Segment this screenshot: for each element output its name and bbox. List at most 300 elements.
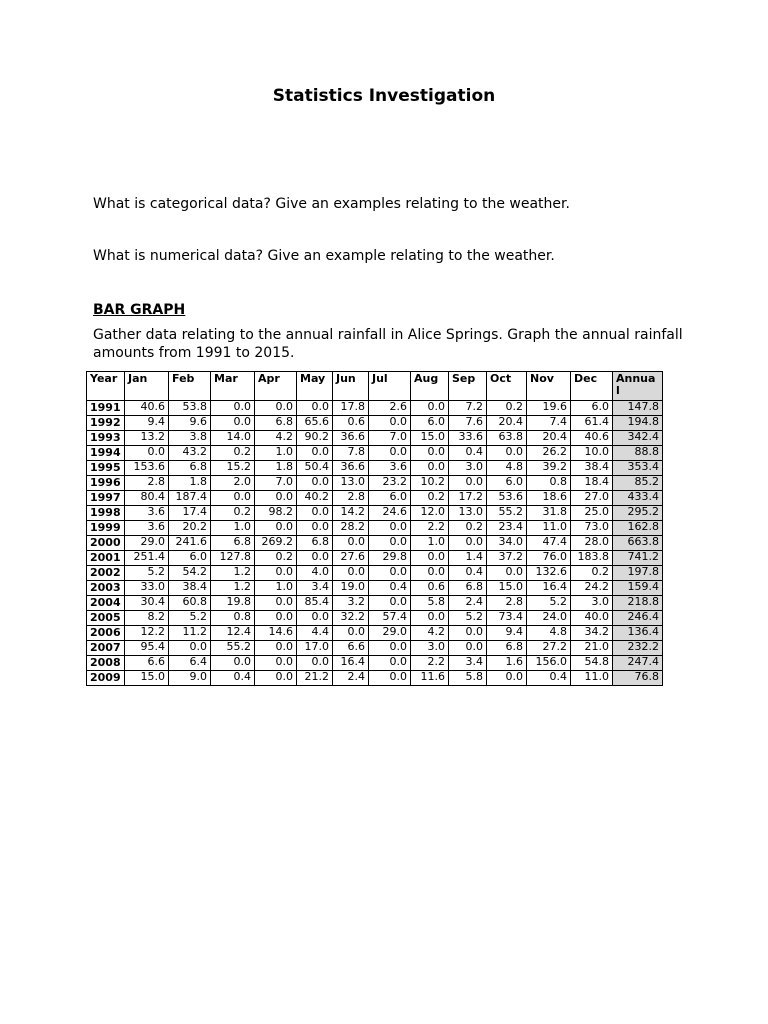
rainfall-cell: 7.0: [369, 431, 411, 446]
year-cell: 1999: [87, 521, 125, 536]
rainfall-cell: 0.0: [211, 401, 255, 416]
year-cell: 2007: [87, 641, 125, 656]
annual-cell: 159.4: [613, 581, 663, 596]
rainfall-cell: 3.6: [125, 506, 169, 521]
rainfall-cell: 0.0: [255, 401, 297, 416]
year-cell: 1995: [87, 461, 125, 476]
rainfall-cell: 187.4: [169, 491, 211, 506]
rainfall-cell: 0.4: [369, 581, 411, 596]
annual-cell: 741.2: [613, 551, 663, 566]
annual-cell: 663.8: [613, 536, 663, 551]
annual-cell: 88.8: [613, 446, 663, 461]
rainfall-cell: 5.2: [449, 611, 487, 626]
rainfall-cell: 0.0: [369, 656, 411, 671]
rainfall-cell: 6.6: [125, 656, 169, 671]
rainfall-cell: 55.2: [211, 641, 255, 656]
rainfall-cell: 0.0: [369, 596, 411, 611]
rainfall-cell: 57.4: [369, 611, 411, 626]
rainfall-cell: 14.0: [211, 431, 255, 446]
rainfall-cell: 183.8: [571, 551, 613, 566]
rainfall-cell: 6.0: [169, 551, 211, 566]
rainfall-cell: 28.0: [571, 536, 613, 551]
column-header-annual: Annual: [613, 372, 663, 401]
table-row: [87, 461, 663, 476]
rainfall-cell: 0.2: [255, 551, 297, 566]
year-cell: 2009: [87, 671, 125, 686]
annual-cell: 295.2: [613, 506, 663, 521]
year-cell: 1992: [87, 416, 125, 431]
rainfall-cell: 0.0: [255, 521, 297, 536]
rainfall-cell: 3.0: [449, 461, 487, 476]
rainfall-cell: 40.0: [571, 611, 613, 626]
rainfall-cell: 36.6: [333, 461, 369, 476]
question-numerical: What is numerical data? Give an example relating to the weather.: [93, 248, 555, 264]
rainfall-cell: 17.0: [297, 641, 333, 656]
rainfall-cell: 7.8: [333, 446, 369, 461]
rainfall-cell: 6.0: [487, 476, 527, 491]
rainfall-cell: 61.4: [571, 416, 613, 431]
rainfall-cell: 127.8: [211, 551, 255, 566]
rainfall-cell: 0.6: [411, 581, 449, 596]
rainfall-cell: 7.0: [255, 476, 297, 491]
rainfall-cell: 37.2: [487, 551, 527, 566]
rainfall-cell: 0.0: [487, 671, 527, 686]
rainfall-cell: 73.0: [571, 521, 613, 536]
annual-cell: 218.8: [613, 596, 663, 611]
year-cell: 1996: [87, 476, 125, 491]
table-row: [87, 671, 663, 686]
rainfall-cell: 0.2: [487, 401, 527, 416]
rainfall-cell: 32.2: [333, 611, 369, 626]
rainfall-cell: 2.4: [333, 671, 369, 686]
column-header-jun: Jun: [333, 372, 369, 401]
year-cell: 1998: [87, 506, 125, 521]
rainfall-cell: 0.6: [333, 416, 369, 431]
rainfall-cell: 0.0: [411, 611, 449, 626]
rainfall-cell: 0.0: [411, 461, 449, 476]
year-cell: 2002: [87, 566, 125, 581]
rainfall-cell: 0.2: [449, 521, 487, 536]
rainfall-cell: 30.4: [125, 596, 169, 611]
rainfall-cell: 19.0: [333, 581, 369, 596]
rainfall-cell: 6.8: [487, 641, 527, 656]
rainfall-cell: 24.0: [527, 611, 571, 626]
rainfall-cell: 1.8: [169, 476, 211, 491]
rainfall-cell: 23.2: [369, 476, 411, 491]
rainfall-cell: 0.0: [449, 476, 487, 491]
rainfall-cell: 153.6: [125, 461, 169, 476]
year-cell: 2006: [87, 626, 125, 641]
table-row: [87, 476, 663, 491]
rainfall-cell: 0.0: [255, 656, 297, 671]
section-heading: BAR GRAPH: [93, 302, 186, 318]
rainfall-cell: 15.0: [125, 671, 169, 686]
column-header-nov: Nov: [527, 372, 571, 401]
rainfall-cell: 21.2: [297, 671, 333, 686]
rainfall-cell: 17.8: [333, 401, 369, 416]
rainfall-cell: 23.4: [487, 521, 527, 536]
rainfall-cell: 34.2: [571, 626, 613, 641]
rainfall-cell: 2.4: [449, 596, 487, 611]
rainfall-cell: 1.2: [211, 566, 255, 581]
rainfall-cell: 156.0: [527, 656, 571, 671]
rainfall-cell: 0.2: [571, 566, 613, 581]
rainfall-cell: 5.2: [527, 596, 571, 611]
year-cell: 1991: [87, 401, 125, 416]
rainfall-cell: 3.4: [297, 581, 333, 596]
rainfall-cell: 0.0: [211, 416, 255, 431]
rainfall-cell: 40.6: [125, 401, 169, 416]
column-header-jul: Jul: [369, 372, 411, 401]
rainfall-cell: 9.4: [125, 416, 169, 431]
rainfall-cell: 26.2: [527, 446, 571, 461]
rainfall-cell: 1.0: [255, 581, 297, 596]
rainfall-cell: 1.2: [211, 581, 255, 596]
rainfall-cell: 40.6: [571, 431, 613, 446]
rainfall-cell: 0.0: [297, 656, 333, 671]
rainfall-cell: 16.4: [527, 581, 571, 596]
rainfall-cell: 0.2: [211, 446, 255, 461]
rainfall-cell: 27.2: [527, 641, 571, 656]
rainfall-cell: 6.0: [571, 401, 613, 416]
rainfall-cell: 4.0: [297, 566, 333, 581]
rainfall-cell: 0.0: [297, 521, 333, 536]
table-row: [87, 596, 663, 611]
rainfall-cell: 3.8: [169, 431, 211, 446]
rainfall-cell: 1.6: [487, 656, 527, 671]
rainfall-cell: 85.4: [297, 596, 333, 611]
rainfall-cell: 9.0: [169, 671, 211, 686]
year-cell: 2003: [87, 581, 125, 596]
rainfall-cell: 0.0: [449, 626, 487, 641]
rainfall-cell: 4.8: [487, 461, 527, 476]
rainfall-cell: 20.2: [169, 521, 211, 536]
rainfall-cell: 18.4: [571, 476, 613, 491]
rainfall-cell: 8.2: [125, 611, 169, 626]
rainfall-cell: 0.0: [297, 476, 333, 491]
rainfall-cell: 13.2: [125, 431, 169, 446]
rainfall-cell: 10.2: [411, 476, 449, 491]
column-header-jan: Jan: [125, 372, 169, 401]
rainfall-cell: 3.6: [369, 461, 411, 476]
rainfall-cell: 6.8: [449, 581, 487, 596]
rainfall-cell: 60.8: [169, 596, 211, 611]
annual-cell: 342.4: [613, 431, 663, 446]
rainfall-cell: 4.8: [527, 626, 571, 641]
rainfall-cell: 11.2: [169, 626, 211, 641]
annual-cell: 76.8: [613, 671, 663, 686]
rainfall-cell: 53.8: [169, 401, 211, 416]
rainfall-cell: 25.0: [571, 506, 613, 521]
rainfall-cell: 0.0: [297, 611, 333, 626]
rainfall-cell: 34.0: [487, 536, 527, 551]
rainfall-cell: 0.8: [211, 611, 255, 626]
rainfall-cell: 3.2: [333, 596, 369, 611]
annual-cell: 197.8: [613, 566, 663, 581]
rainfall-cell: 0.0: [369, 671, 411, 686]
rainfall-cell: 0.0: [411, 401, 449, 416]
annual-cell: 433.4: [613, 491, 663, 506]
rainfall-cell: 0.0: [255, 641, 297, 656]
annual-cell: 85.2: [613, 476, 663, 491]
rainfall-cell: 241.6: [169, 536, 211, 551]
rainfall-cell: 6.8: [169, 461, 211, 476]
rainfall-cell: 28.2: [333, 521, 369, 536]
question-categorical: What is categorical data? Give an examples relating to the weather.: [93, 196, 570, 212]
rainfall-cell: 2.8: [125, 476, 169, 491]
rainfall-cell: 24.6: [369, 506, 411, 521]
rainfall-cell: 7.2: [449, 401, 487, 416]
rainfall-cell: 0.0: [369, 446, 411, 461]
annual-cell: 162.8: [613, 521, 663, 536]
rainfall-cell: 0.0: [169, 641, 211, 656]
rainfall-cell: 63.8: [487, 431, 527, 446]
year-cell: 2001: [87, 551, 125, 566]
rainfall-cell: 12.2: [125, 626, 169, 641]
rainfall-cell: 0.0: [297, 446, 333, 461]
rainfall-cell: 1.4: [449, 551, 487, 566]
column-header-year: Year: [87, 372, 125, 401]
rainfall-cell: 0.0: [333, 626, 369, 641]
rainfall-cell: 0.0: [369, 521, 411, 536]
rainfall-cell: 20.4: [527, 431, 571, 446]
table-row: [87, 491, 663, 506]
rainfall-cell: 27.6: [333, 551, 369, 566]
rainfall-cell: 4.4: [297, 626, 333, 641]
rainfall-cell: 21.0: [571, 641, 613, 656]
rainfall-cell: 27.0: [571, 491, 613, 506]
column-header-mar: Mar: [211, 372, 255, 401]
year-cell: 1993: [87, 431, 125, 446]
rainfall-cell: 33.6: [449, 431, 487, 446]
rainfall-cell: 12.4: [211, 626, 255, 641]
rainfall-cell: 13.0: [449, 506, 487, 521]
rainfall-cell: 43.2: [169, 446, 211, 461]
year-cell: 2008: [87, 656, 125, 671]
rainfall-cell: 2.0: [211, 476, 255, 491]
instructions-text: Gather data relating to the annual rainfall in Alice Springs. Graph the annual rainfall amounts from 1991 to 2015.: [93, 327, 683, 361]
rainfall-cell: 0.4: [527, 671, 571, 686]
rainfall-cell: 29.0: [125, 536, 169, 551]
table-row: [87, 521, 663, 536]
rainfall-cell: 11.0: [571, 671, 613, 686]
rainfall-cell: 0.0: [333, 536, 369, 551]
column-header-oct: Oct: [487, 372, 527, 401]
column-header-sep: Sep: [449, 372, 487, 401]
rainfall-cell: 0.0: [449, 536, 487, 551]
rainfall-cell: 11.0: [527, 521, 571, 536]
rainfall-cell: 0.8: [527, 476, 571, 491]
rainfall-cell: 20.4: [487, 416, 527, 431]
rainfall-cell: 251.4: [125, 551, 169, 566]
rainfall-cell: 11.6: [411, 671, 449, 686]
table-row: [87, 506, 663, 521]
rainfall-cell: 33.0: [125, 581, 169, 596]
rainfall-cell: 7.4: [527, 416, 571, 431]
rainfall-cell: 53.6: [487, 491, 527, 506]
rainfall-cell: 0.2: [211, 506, 255, 521]
rainfall-table: [86, 371, 663, 686]
rainfall-cell: 5.8: [449, 671, 487, 686]
annual-cell: 194.8: [613, 416, 663, 431]
annual-cell: 147.8: [613, 401, 663, 416]
rainfall-cell: 1.0: [255, 446, 297, 461]
table-row: [87, 446, 663, 461]
rainfall-cell: 10.0: [571, 446, 613, 461]
rainfall-cell: 36.6: [333, 431, 369, 446]
rainfall-cell: 15.0: [411, 431, 449, 446]
rainfall-cell: 3.0: [571, 596, 613, 611]
column-header-dec: Dec: [571, 372, 613, 401]
column-header-may: May: [297, 372, 333, 401]
column-header-aug: Aug: [411, 372, 449, 401]
rainfall-cell: 76.0: [527, 551, 571, 566]
rainfall-cell: 0.0: [411, 566, 449, 581]
rainfall-cell: 6.0: [411, 416, 449, 431]
annual-cell: 232.2: [613, 641, 663, 656]
annual-cell: 247.4: [613, 656, 663, 671]
rainfall-cell: 14.2: [333, 506, 369, 521]
rainfall-cell: 0.0: [449, 641, 487, 656]
rainfall-cell: 0.0: [297, 551, 333, 566]
rainfall-cell: 0.0: [411, 551, 449, 566]
table-row: [87, 401, 663, 416]
year-cell: 2004: [87, 596, 125, 611]
rainfall-cell: 5.2: [125, 566, 169, 581]
rainfall-cell: 0.0: [297, 506, 333, 521]
rainfall-cell: 47.4: [527, 536, 571, 551]
rainfall-cell: 5.8: [411, 596, 449, 611]
rainfall-cell: 0.0: [211, 491, 255, 506]
rainfall-cell: 54.2: [169, 566, 211, 581]
rainfall-cell: 55.2: [487, 506, 527, 521]
rainfall-cell: 54.8: [571, 656, 613, 671]
table-row: [87, 656, 663, 671]
rainfall-cell: 14.6: [255, 626, 297, 641]
rainfall-cell: 132.6: [527, 566, 571, 581]
annual-cell: 353.4: [613, 461, 663, 476]
rainfall-cell: 15.2: [211, 461, 255, 476]
table-row: [87, 551, 663, 566]
rainfall-cell: 1.0: [411, 536, 449, 551]
rainfall-cell: 29.8: [369, 551, 411, 566]
rainfall-cell: 2.2: [411, 521, 449, 536]
year-cell: 1997: [87, 491, 125, 506]
rainfall-cell: 95.4: [125, 641, 169, 656]
table-row: [87, 566, 663, 581]
rainfall-cell: 38.4: [169, 581, 211, 596]
rainfall-cell: 0.0: [125, 446, 169, 461]
rainfall-cell: 0.2: [411, 491, 449, 506]
rainfall-cell: 6.0: [369, 491, 411, 506]
rainfall-cell: 16.4: [333, 656, 369, 671]
table-row: [87, 431, 663, 446]
table-row: [87, 536, 663, 551]
table-header-row: [87, 372, 663, 401]
annual-cell: 136.4: [613, 626, 663, 641]
table-row: [87, 416, 663, 431]
rainfall-cell: 0.4: [211, 671, 255, 686]
table-row: [87, 641, 663, 656]
table-row: [87, 611, 663, 626]
year-cell: 2005: [87, 611, 125, 626]
rainfall-cell: 6.6: [333, 641, 369, 656]
rainfall-cell: 90.2: [297, 431, 333, 446]
rainfall-cell: 19.8: [211, 596, 255, 611]
rainfall-cell: 2.8: [487, 596, 527, 611]
rainfall-cell: 31.8: [527, 506, 571, 521]
rainfall-cell: 9.6: [169, 416, 211, 431]
rainfall-cell: 2.2: [411, 656, 449, 671]
rainfall-cell: 0.0: [411, 446, 449, 461]
rainfall-cell: 17.2: [449, 491, 487, 506]
rainfall-cell: 0.0: [255, 596, 297, 611]
column-header-apr: Apr: [255, 372, 297, 401]
rainfall-cell: 0.0: [333, 566, 369, 581]
rainfall-cell: 7.6: [449, 416, 487, 431]
rainfall-cell: 6.8: [297, 536, 333, 551]
column-header-feb: Feb: [169, 372, 211, 401]
rainfall-cell: 38.4: [571, 461, 613, 476]
rainfall-cell: 9.4: [487, 626, 527, 641]
rainfall-cell: 6.8: [255, 416, 297, 431]
rainfall-cell: 6.4: [169, 656, 211, 671]
rainfall-cell: 65.6: [297, 416, 333, 431]
rainfall-cell: 24.2: [571, 581, 613, 596]
rainfall-cell: 4.2: [411, 626, 449, 641]
rainfall-cell: 0.0: [369, 416, 411, 431]
rainfall-cell: 80.4: [125, 491, 169, 506]
rainfall-cell: 0.0: [487, 446, 527, 461]
rainfall-cell: 0.0: [255, 566, 297, 581]
rainfall-cell: 6.8: [211, 536, 255, 551]
rainfall-cell: 1.0: [211, 521, 255, 536]
rainfall-cell: 0.0: [369, 536, 411, 551]
rainfall-cell: 0.0: [369, 566, 411, 581]
rainfall-cell: 73.4: [487, 611, 527, 626]
rainfall-cell: 3.4: [449, 656, 487, 671]
rainfall-cell: 0.0: [211, 656, 255, 671]
year-cell: 2000: [87, 536, 125, 551]
rainfall-cell: 2.8: [333, 491, 369, 506]
rainfall-cell: 15.0: [487, 581, 527, 596]
rainfall-cell: 19.6: [527, 401, 571, 416]
rainfall-cell: 1.8: [255, 461, 297, 476]
rainfall-cell: 50.4: [297, 461, 333, 476]
page-title: Statistics Investigation: [272, 86, 496, 106]
rainfall-cell: 0.4: [449, 566, 487, 581]
year-cell: 1994: [87, 446, 125, 461]
rainfall-cell: 0.0: [255, 671, 297, 686]
rainfall-cell: 0.0: [369, 641, 411, 656]
table-row: [87, 626, 663, 641]
rainfall-cell: 12.0: [411, 506, 449, 521]
annual-cell: 246.4: [613, 611, 663, 626]
rainfall-cell: 98.2: [255, 506, 297, 521]
rainfall-cell: 0.0: [487, 566, 527, 581]
rainfall-cell: 29.0: [369, 626, 411, 641]
rainfall-cell: 3.0: [411, 641, 449, 656]
rainfall-cell: 0.0: [297, 401, 333, 416]
rainfall-cell: 0.4: [449, 446, 487, 461]
rainfall-cell: 40.2: [297, 491, 333, 506]
rainfall-cell: 5.2: [169, 611, 211, 626]
rainfall-cell: 18.6: [527, 491, 571, 506]
rainfall-cell: 4.2: [255, 431, 297, 446]
rainfall-cell: 269.2: [255, 536, 297, 551]
rainfall-cell: 13.0: [333, 476, 369, 491]
rainfall-cell: 2.6: [369, 401, 411, 416]
